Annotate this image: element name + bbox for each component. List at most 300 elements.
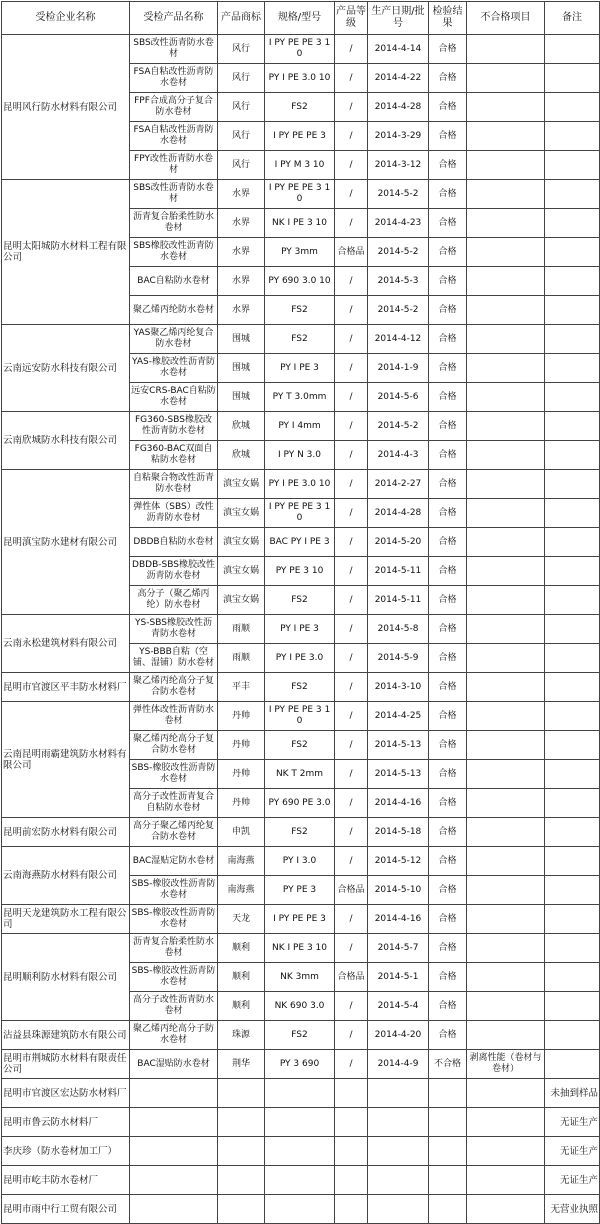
note-cell <box>545 383 600 412</box>
table-row <box>2 1108 600 1137</box>
spec-cell: PY I 4mm <box>265 412 335 441</box>
brand-cell <box>218 1137 265 1166</box>
product-name-cell: DBDB-SBS橡胶改性沥青防水卷材 <box>130 557 218 586</box>
product-name-cell: SBS改性沥青防水卷材 <box>130 180 218 209</box>
note-cell <box>545 35 600 64</box>
defect-cell <box>467 586 545 615</box>
grade-cell: / <box>335 412 368 441</box>
date-cell: 2014-4-20 <box>368 1021 429 1050</box>
brand-cell: 丹帅 <box>218 760 265 789</box>
brand-cell: 围城 <box>218 354 265 383</box>
brand-cell: 天龙 <box>218 905 265 934</box>
note-cell <box>545 847 600 876</box>
brand-cell: 平丰 <box>218 673 265 702</box>
note-cell <box>545 354 600 383</box>
company-name-cell: 云南欣城防水科技有限公司 <box>2 412 130 470</box>
result-cell: 合格 <box>429 876 467 905</box>
table-row <box>2 35 600 64</box>
date-cell: 2014-5-12 <box>368 847 429 876</box>
spec-cell: NK T 2mm <box>265 760 335 789</box>
spec-cell: I PY M 3 10 <box>265 151 335 180</box>
date-cell: 2014-5-6 <box>368 383 429 412</box>
brand-cell: 雨顺 <box>218 615 265 644</box>
note-cell <box>545 64 600 93</box>
note-cell: 无证生产 <box>545 1137 600 1166</box>
defect-cell <box>467 64 545 93</box>
brand-cell: 雨顺 <box>218 644 265 673</box>
result-cell: 合格 <box>429 1021 467 1050</box>
grade-cell: / <box>335 731 368 760</box>
header-product: 受检产品名称 <box>130 2 218 35</box>
date-cell: 2014-4-28 <box>368 93 429 122</box>
note-cell <box>545 992 600 1021</box>
date-cell: 2014-4-22 <box>368 64 429 93</box>
product-name-cell: 聚乙烯丙纶高分子复合防水卷材 <box>130 673 218 702</box>
brand-cell: 南海燕 <box>218 876 265 905</box>
brand-cell: 风行 <box>218 93 265 122</box>
defect-cell <box>467 383 545 412</box>
spec-cell: PY I 3.0 <box>265 847 335 876</box>
date-cell: 2014-3-12 <box>368 151 429 180</box>
product-name-cell: 弹性体改性沥青防水卷材 <box>130 702 218 731</box>
result-cell: 合格 <box>429 209 467 238</box>
note-cell: 未抽到样品 <box>545 1079 600 1108</box>
product-name-cell: FSA自粘改性沥青防水卷材 <box>130 122 218 151</box>
date-cell: 2014-5-10 <box>368 876 429 905</box>
spec-cell: PY 3 690 <box>265 1050 335 1079</box>
note-cell <box>545 412 600 441</box>
date-cell: 2014-4-12 <box>368 325 429 354</box>
result-cell: 合格 <box>429 470 467 499</box>
grade-cell: / <box>335 325 368 354</box>
result-cell: 合格 <box>429 180 467 209</box>
brand-cell: 围城 <box>218 325 265 354</box>
note-cell <box>545 673 600 702</box>
spec-cell: I PY PE PE 3 10 <box>265 702 335 731</box>
grade-cell: / <box>335 122 368 151</box>
spec-cell: PY I PE 3.0 <box>265 644 335 673</box>
date-cell: 2014-4-14 <box>368 35 429 64</box>
grade-cell: / <box>335 354 368 383</box>
company-name-cell: 沾益县珠源建筑防水有限公司 <box>2 1021 130 1050</box>
table-row <box>2 615 600 644</box>
note-cell <box>545 267 600 296</box>
date-cell: 2014-4-16 <box>368 789 429 818</box>
result-cell: 合格 <box>429 673 467 702</box>
grade-cell: 合格品 <box>335 963 368 992</box>
note-cell <box>545 325 600 354</box>
brand-cell: 珠源 <box>218 1021 265 1050</box>
brand-cell: 顺利 <box>218 934 265 963</box>
grade-cell: / <box>335 760 368 789</box>
brand-cell: 申凯 <box>218 818 265 847</box>
product-name-cell: 聚乙烯丙纶防水卷材 <box>130 296 218 325</box>
header-defect: 不合格项目 <box>467 2 545 35</box>
brand-cell: 丹帅 <box>218 731 265 760</box>
defect-cell <box>467 1195 545 1224</box>
spec-cell: PY I PE 3 <box>265 615 335 644</box>
defect-cell <box>467 412 545 441</box>
product-name-cell: YS-BBB自粘（空铺、湿铺）防水卷材 <box>130 644 218 673</box>
company-name-cell: 昆明市鲁云防水材料厂 <box>2 1108 130 1137</box>
grade-cell: / <box>335 847 368 876</box>
date-cell <box>368 1166 429 1195</box>
header-row <box>2 2 600 35</box>
defect-cell <box>467 238 545 267</box>
company-name-cell: 昆明顺利防水材料有限公司 <box>2 934 130 1021</box>
date-cell: 2014-4-23 <box>368 209 429 238</box>
spec-cell <box>265 1195 335 1224</box>
note-cell <box>545 180 600 209</box>
grade-cell: 合格品 <box>335 876 368 905</box>
result-cell: 合格 <box>429 934 467 963</box>
date-cell: 2014-4-16 <box>368 905 429 934</box>
defect-cell <box>467 1166 545 1195</box>
table-row <box>2 1050 600 1079</box>
defect-cell <box>467 35 545 64</box>
note-cell <box>545 557 600 586</box>
date-cell: 2014-5-8 <box>368 615 429 644</box>
note-cell <box>545 1021 600 1050</box>
product-name-cell: 聚乙烯丙纶高分子复合防水卷材 <box>130 731 218 760</box>
spec-cell: I PY PE PE 3 10 <box>265 180 335 209</box>
brand-cell: 水界 <box>218 209 265 238</box>
defect-cell <box>467 934 545 963</box>
product-name-cell <box>130 1108 218 1137</box>
note-cell <box>545 151 600 180</box>
result-cell: 合格 <box>429 905 467 934</box>
note-cell <box>545 731 600 760</box>
brand-cell: 水界 <box>218 180 265 209</box>
product-name-cell: FPF合成高分子复合防水卷材 <box>130 93 218 122</box>
brand-cell: 水界 <box>218 267 265 296</box>
note-cell <box>545 818 600 847</box>
product-name-cell: 沥青复合胎柔性防水卷材 <box>130 209 218 238</box>
company-name-cell: 云南昆明雨霸建筑防水材料有限公司 <box>2 702 130 818</box>
grade-cell: / <box>335 615 368 644</box>
header-date: 生产日期/批号 <box>368 2 429 35</box>
grade-cell: / <box>335 35 368 64</box>
defect-cell <box>467 151 545 180</box>
defect-cell <box>467 499 545 528</box>
result-cell: 合格 <box>429 151 467 180</box>
header-result: 检验结果 <box>429 2 467 35</box>
product-name-cell: SBS-橡胶改性沥青防水卷材 <box>130 905 218 934</box>
table-row <box>2 180 600 209</box>
product-name-cell: BAC湿贴防水卷材 <box>130 1050 218 1079</box>
product-name-cell: YS-SBS橡胶改性沥青防水卷材 <box>130 615 218 644</box>
result-cell: 合格 <box>429 847 467 876</box>
grade-cell <box>335 1195 368 1224</box>
spec-cell: I PY PE PE 3 10 <box>265 35 335 64</box>
result-cell: 合格 <box>429 238 467 267</box>
grade-cell: / <box>335 528 368 557</box>
note-cell: 无营业执照 <box>545 1195 600 1224</box>
result-cell: 合格 <box>429 557 467 586</box>
table-row <box>2 818 600 847</box>
defect-cell <box>467 702 545 731</box>
company-name-cell: 昆明天龙建筑防水工程有限公司 <box>2 905 130 934</box>
table-row <box>2 934 600 963</box>
grade-cell: / <box>335 64 368 93</box>
grade-cell: / <box>335 441 368 470</box>
brand-cell: 风行 <box>218 64 265 93</box>
brand-cell: 风行 <box>218 151 265 180</box>
defect-cell <box>467 760 545 789</box>
note-cell <box>545 528 600 557</box>
spec-cell: NK I PE 3 10 <box>265 934 335 963</box>
product-name-cell: FG360-BAC双面自粘防水卷材 <box>130 441 218 470</box>
spec-cell <box>265 1108 335 1137</box>
date-cell: 2014-4-3 <box>368 441 429 470</box>
defect-cell <box>467 354 545 383</box>
result-cell <box>429 1108 467 1137</box>
date-cell: 2014-4-9 <box>368 1050 429 1079</box>
date-cell: 2014-2-27 <box>368 470 429 499</box>
result-cell: 合格 <box>429 267 467 296</box>
result-cell: 合格 <box>429 702 467 731</box>
result-cell: 合格 <box>429 615 467 644</box>
company-name-cell: 云南永松建筑材料有限公司 <box>2 615 130 673</box>
brand-cell: 水界 <box>218 296 265 325</box>
result-cell: 合格 <box>429 35 467 64</box>
brand-cell: 水界 <box>218 238 265 267</box>
date-cell: 2014-5-11 <box>368 586 429 615</box>
defect-cell: 剥离性能（卷材与卷材） <box>467 1050 545 1079</box>
company-name-cell: 昆明前宏防水材料有限公司 <box>2 818 130 847</box>
brand-cell: 滇宝女娲 <box>218 557 265 586</box>
grade-cell: / <box>335 93 368 122</box>
result-cell: 合格 <box>429 412 467 441</box>
date-cell: 2014-5-11 <box>368 557 429 586</box>
date-cell <box>368 1079 429 1108</box>
result-cell: 合格 <box>429 963 467 992</box>
spec-cell: I PY N 3.0 <box>265 441 335 470</box>
product-name-cell: 高分子改性沥青复合自粘防水卷材 <box>130 789 218 818</box>
result-cell <box>429 1195 467 1224</box>
table-row <box>2 1166 600 1195</box>
product-name-cell: 聚乙烯丙纶高分子防水卷材 <box>130 1021 218 1050</box>
company-name-cell: 昆明市屹丰防水卷材厂 <box>2 1166 130 1195</box>
date-cell: 2014-5-4 <box>368 992 429 1021</box>
defect-cell <box>467 180 545 209</box>
defect-cell <box>467 209 545 238</box>
defect-cell <box>467 963 545 992</box>
table-row <box>2 1137 600 1166</box>
grade-cell: / <box>335 702 368 731</box>
defect-cell <box>467 673 545 702</box>
defect-cell <box>467 818 545 847</box>
brand-cell <box>218 1079 265 1108</box>
grade-cell: / <box>335 644 368 673</box>
defect-cell <box>467 1137 545 1166</box>
note-cell <box>545 499 600 528</box>
defect-cell <box>467 122 545 151</box>
grade-cell: / <box>335 586 368 615</box>
grade-cell: / <box>335 992 368 1021</box>
table-body <box>2 35 600 1224</box>
brand-cell: 围城 <box>218 383 265 412</box>
header-brand: 产品商标 <box>218 2 265 35</box>
note-cell <box>545 470 600 499</box>
product-name-cell: 弹性体（SBS）改性沥青防水卷材 <box>130 499 218 528</box>
brand-cell: 欣城 <box>218 441 265 470</box>
grade-cell: 合格品 <box>335 238 368 267</box>
date-cell: 2014-5-7 <box>368 934 429 963</box>
product-name-cell: 远安CRS-BAC自粘防水卷材 <box>130 383 218 412</box>
table-row <box>2 325 600 354</box>
product-name-cell: SBS橡胶改性沥青防水卷材 <box>130 238 218 267</box>
brand-cell: 顺利 <box>218 992 265 1021</box>
spec-cell: PY PE 3 10 <box>265 557 335 586</box>
spec-cell: PY I PE 3.0 10 <box>265 470 335 499</box>
note-cell <box>545 789 600 818</box>
header-grade: 产品等级 <box>335 2 368 35</box>
grade-cell <box>335 1079 368 1108</box>
company-name-cell: 昆明市官渡区宏达防水材料厂 <box>2 1079 130 1108</box>
product-name-cell: 自粘聚合物改性沥青防水卷材 <box>130 470 218 499</box>
header-spec: 规格/型号 <box>265 2 335 35</box>
spec-cell: NK 690 3.0 <box>265 992 335 1021</box>
defect-cell <box>467 1108 545 1137</box>
product-name-cell: BAC自粘防水卷材 <box>130 267 218 296</box>
grade-cell: / <box>335 1050 368 1079</box>
grade-cell <box>335 1137 368 1166</box>
spec-cell: I PY PE PE 3 <box>265 905 335 934</box>
date-cell: 2014-5-13 <box>368 731 429 760</box>
brand-cell: 顺利 <box>218 963 265 992</box>
spec-cell <box>265 1079 335 1108</box>
spec-cell: PY PE 3 <box>265 876 335 905</box>
table-row <box>2 470 600 499</box>
product-name-cell: 沥青复合胎柔性防水卷材 <box>130 934 218 963</box>
note-cell <box>545 296 600 325</box>
brand-cell: 滇宝女娲 <box>218 586 265 615</box>
defect-cell <box>467 528 545 557</box>
defect-cell <box>467 93 545 122</box>
product-name-cell: SBS改性沥青防水卷材 <box>130 35 218 64</box>
product-name-cell: YAS聚乙烯丙纶复合防水卷材 <box>130 325 218 354</box>
result-cell: 合格 <box>429 354 467 383</box>
inspection-results-table <box>1 1 600 1224</box>
date-cell: 2014-5-2 <box>368 296 429 325</box>
defect-cell <box>467 615 545 644</box>
note-cell <box>545 615 600 644</box>
date-cell: 2014-5-2 <box>368 180 429 209</box>
note-cell <box>545 441 600 470</box>
company-name-cell: 云南海燕防水材料有限公司 <box>2 847 130 905</box>
grade-cell: / <box>335 267 368 296</box>
note-cell <box>545 905 600 934</box>
brand-cell: 丹帅 <box>218 789 265 818</box>
note-cell <box>545 93 600 122</box>
result-cell <box>429 1166 467 1195</box>
spec-cell: FS2 <box>265 673 335 702</box>
brand-cell <box>218 1166 265 1195</box>
company-name-cell: 昆明风行防水材料有限公司 <box>2 35 130 180</box>
date-cell: 2014-5-2 <box>368 412 429 441</box>
result-cell: 合格 <box>429 325 467 354</box>
result-cell <box>429 1079 467 1108</box>
defect-cell <box>467 1021 545 1050</box>
spec-cell: FS2 <box>265 731 335 760</box>
date-cell <box>368 1137 429 1166</box>
date-cell: 2014-5-1 <box>368 963 429 992</box>
brand-cell: 滇宝女娲 <box>218 470 265 499</box>
product-name-cell: DBDB自粘防水卷材 <box>130 528 218 557</box>
defect-cell <box>467 441 545 470</box>
product-name-cell: FPY改性沥青防水卷材 <box>130 151 218 180</box>
product-name-cell: FSA自粘改性沥青防水卷材 <box>130 64 218 93</box>
company-name-cell: 昆明滇宝防水建材有限公司 <box>2 470 130 615</box>
defect-cell <box>467 905 545 934</box>
grade-cell: / <box>335 789 368 818</box>
date-cell: 2014-5-9 <box>368 644 429 673</box>
product-name-cell: SBS-橡胶改性沥青防水卷材 <box>130 963 218 992</box>
table-row <box>2 673 600 702</box>
product-name-cell: 高分子改性沥青防水卷材 <box>130 992 218 1021</box>
brand-cell: 荆华 <box>218 1050 265 1079</box>
spec-cell: PY 690 3.0 10 <box>265 267 335 296</box>
result-cell: 合格 <box>429 441 467 470</box>
defect-cell <box>467 876 545 905</box>
result-cell: 合格 <box>429 992 467 1021</box>
table-row <box>2 1079 600 1108</box>
result-cell: 合格 <box>429 644 467 673</box>
table-row <box>2 412 600 441</box>
result-cell: 合格 <box>429 296 467 325</box>
spec-cell: PY 690 PE 3.0 <box>265 789 335 818</box>
grade-cell: / <box>335 296 368 325</box>
date-cell: 2014-5-13 <box>368 760 429 789</box>
product-name-cell: SBS-橡胶改性沥青防水卷材 <box>130 760 218 789</box>
product-name-cell: BAC湿贴定防水卷材 <box>130 847 218 876</box>
date-cell: 2014-1-9 <box>368 354 429 383</box>
result-cell: 合格 <box>429 122 467 151</box>
spec-cell: FS2 <box>265 818 335 847</box>
grade-cell: / <box>335 1021 368 1050</box>
note-cell: 无证生产 <box>545 1166 600 1195</box>
product-name-cell: YAS-橡胶改性沥青防水卷材 <box>130 354 218 383</box>
result-cell: 合格 <box>429 731 467 760</box>
spec-cell: PY T 3.0mm <box>265 383 335 412</box>
defect-cell <box>467 789 545 818</box>
grade-cell: / <box>335 499 368 528</box>
spec-cell: NK 3mm <box>265 963 335 992</box>
note-cell: 无证生产 <box>545 1108 600 1137</box>
table-row <box>2 702 600 731</box>
spec-cell: BAC PY I PE 3 <box>265 528 335 557</box>
grade-cell: / <box>335 209 368 238</box>
date-cell: 2014-3-29 <box>368 122 429 151</box>
grade-cell: / <box>335 151 368 180</box>
note-cell <box>545 122 600 151</box>
result-cell: 合格 <box>429 586 467 615</box>
product-name-cell <box>130 1166 218 1195</box>
grade-cell <box>335 1166 368 1195</box>
note-cell <box>545 586 600 615</box>
spec-cell: FS2 <box>265 296 335 325</box>
defect-cell <box>467 557 545 586</box>
spec-cell: NK I PE 3 10 <box>265 209 335 238</box>
defect-cell <box>467 731 545 760</box>
spec-cell <box>265 1137 335 1166</box>
date-cell: 2014-5-20 <box>368 528 429 557</box>
note-cell <box>545 963 600 992</box>
date-cell <box>368 1195 429 1224</box>
defect-cell <box>467 470 545 499</box>
grade-cell: / <box>335 818 368 847</box>
